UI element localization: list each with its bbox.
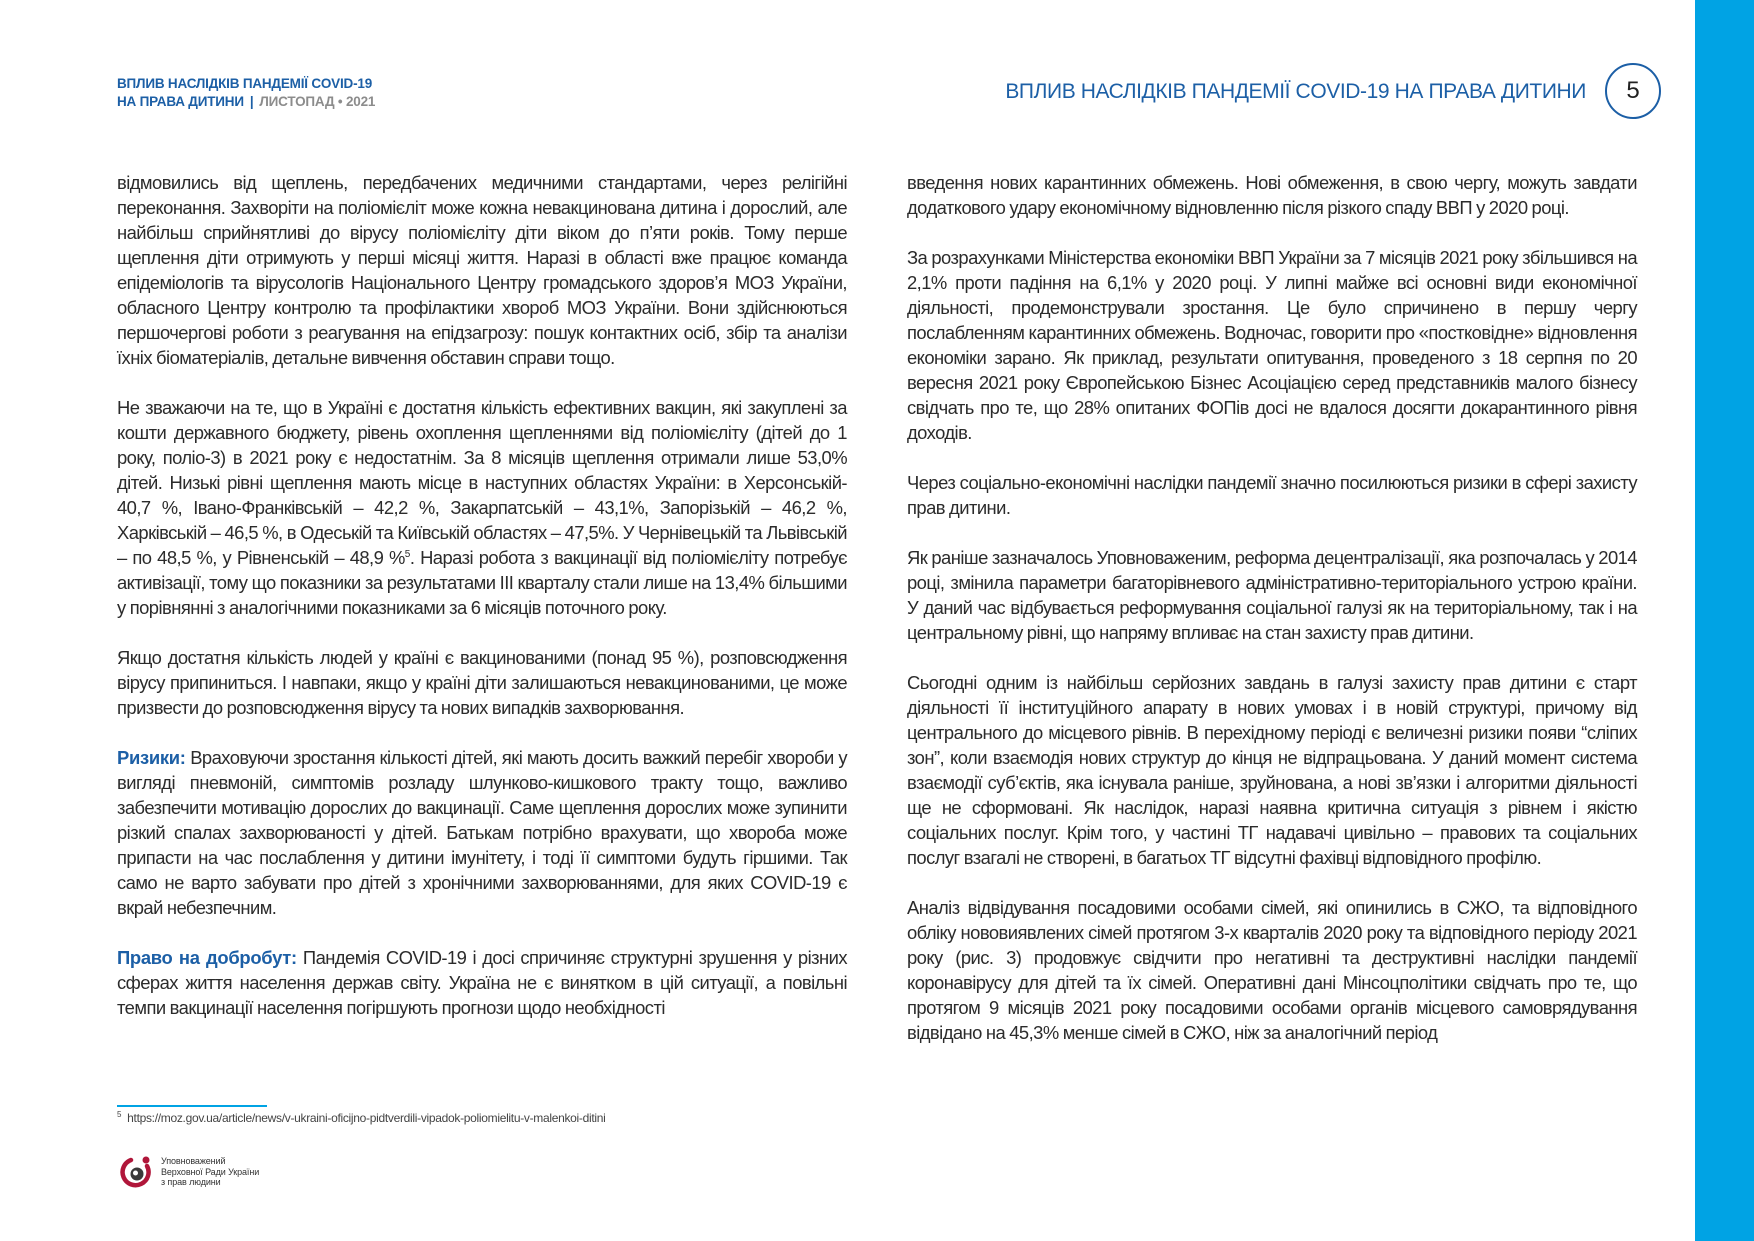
running-header-right: ВПЛИВ НАСЛІДКІВ ПАНДЕМІЇ COVID-19 НА ПРАВА ДИТИНИ: [1005, 80, 1586, 103]
paragraph: Сьогодні одним із найбільш серйозних завдань в галузі захисту прав дитини є старт діяльності її інституційного апарату в нових умовах і в новій структурі, причому від центрального до місцевого рівнів. В перехідному періоді є величезні ризики появи “сліпих зон”, коли взаємодія нових структур до кінця не відпрацьована. У даний момент система взаємодії суб’єктів, яка існувала раніше, зруйнована, а нові зв’язки і алгоритми діяльності ще не сформовані. Як наслідок, наразі наявна критична ситуація з рівнем і якістю соціальних послуг. Крім того, у частині ТГ надавачі цивільно – правових та соціальних послуг взагалі не створені, в багатьох ТГ відсутні фахівці відповідного профілю.: [907, 672, 1637, 868]
logo-caption: [161, 1156, 259, 1188]
ombudsman-logo-icon: [119, 1154, 155, 1190]
logo-line2: Верховної Ради України: [161, 1166, 260, 1177]
paragraph: Якщо достатня кількість людей у країні є вакцинованими (понад 95 %), розповсюдження вірусу припиниться. І навпаки, якщо у країні діти залишаються невакцинованими, це може призвести до розповсюдження вірусу та нових випадків захворювання.: [117, 647, 847, 718]
footnote-reference[interactable]: 5: [404, 548, 410, 560]
header-date: ЛИСТОПАД • 2021: [259, 94, 376, 109]
header-title-line1: ВПЛИВ НАСЛІДКІВ ПАНДЕМІЇ COVID-19: [117, 76, 372, 91]
paragraph: введення нових карантинних обмежень. Нові обмеження, в свою чергу, можуть завдати додаткового удару економічному відновленню після різкого спаду ВВП у 2020 році.: [907, 172, 1637, 218]
logo-line3: з прав людини: [161, 1177, 221, 1188]
paragraph: [117, 395, 847, 620]
logo-line1: Уповноважений: [161, 1156, 226, 1167]
paragraph: [117, 945, 847, 1020]
section-lead-welfare: Право на добробут:: [117, 947, 297, 968]
right-column: [907, 170, 1637, 1070]
running-header-left: [117, 75, 375, 111]
left-column: [117, 170, 847, 1045]
footnote: [117, 1110, 606, 1125]
paragraph: відмовились від щеплень, передбачених медичними стандартами, через релігійні переконання. Захворіти на поліомієліт може кожна невакцинована дитина і дорослий, але найбільш сприйнятливі до вірусу поліомієліту діти віком до п’яти років. Тому перше щеплення діти отримують у перші місяці життя. Наразі в області вже працює команда епідеміологів та вірусологів Національного Центру громадського здоров’я МОЗ України, обласного Центру контролю та профілактики хвороб МОЗ України. Вони здійснюються першочергові роботи з реагування на епідзагрозу: пошук контактних осіб, збір та аналізи їхніх біоматеріалів, детальне вивчення обставин справи тощо.: [117, 172, 847, 368]
section-lead-risks: Ризики:: [117, 747, 186, 768]
paragraph: [117, 745, 847, 920]
footnote-number: 5: [117, 1110, 122, 1119]
ombudsman-logo: [119, 1154, 259, 1190]
footnote-divider: [117, 1105, 267, 1107]
paragraph-text: Пандемія COVID-19 і досі спричиняє структурні зрушення у різних сферах життя населення держав світу. Україна не є винятком в цій ситуації, а повільні темпи вакцинації населення погіршують прогнози щодо необхідності: [117, 947, 847, 1018]
paragraph-text: Враховуючи зростання кількості дітей, які мають досить важкий перебіг хвороби у вигляді пневмоній, симптомів розладу шлунково-кишкового тракту тощо, важливо забезпечити мотивацію дорослих до вакцинації. Саме щеплення дорослих може зупинити різкий спалах захворюваності у дітей. Батькам потрібно врахувати, що хвороба може припасти на час послаблення у дитини імунітету, і тоді її симптоми будуть гіршими. Так само не варто забувати про дітей з хронічними захворюваннями, для яких COVID-19 є вкрай небезпечним.: [117, 747, 847, 918]
header-title-line2: НА ПРАВА ДИТИНИ: [117, 94, 244, 109]
paragraph: Через соціально-економічні наслідки пандемії значно посилюються ризики в сфері захисту прав дитини.: [907, 472, 1637, 518]
paragraph-text: . Наразі робота з вакцинації від поліомієліту потребує активізації, тому що показники за результатами III кварталу стали лише на 13,4% більшими у порівнянні з аналогічними показниками за 6 місяців поточного року.: [117, 547, 847, 618]
paragraph-text: Не зважаючи на те, що в Україні є достатня кількість ефективних вакцин, які закуплені за кошти державного бюджету, рівень охоплення щепленнями від поліомієліту (дітей до 1 року, поліо-3) в 2021 року є недостатнім. За 8 місяців щеплення отримали лише 53,0% дітей. Низькі рівні щеплення мають місце в наступних областях України: в Херсонській- 40,7 %, Івано-Франківській – 42,2 %, Закарпатській – 43,1%, Запорізькій – 46,2 %, Харківській – 46,5 %, в Одеській та Київській областях – 47,5%. У Чернівецькій та Львівській – по 48,5 %, у Рівненській – 48,9 %: [117, 397, 847, 568]
footnote-link[interactable]: https://moz.gov.ua/article/news/v-ukraini-oficijno-pidtverdili-vipadok-poliomielitu-v-malenkoi-ditini: [127, 1111, 606, 1125]
header-separator: |: [249, 94, 254, 109]
page-number: 5: [1605, 63, 1661, 119]
paragraph: Аналіз відвідування посадовими особами сімей, які опинились в СЖО, та відповідного обліку нововиявлених сімей протягом 3-х кварталів 2020 року та відповідного періоду 2021 року (рис. 3) продовжує свідчити про негативні та деструктивні наслідки пандемії коронавірусу для дітей та їх сімей. Оперативні дані Мінсоцполітики свідчать про те, що протягом 9 місяців 2021 року посадовими особами органів місцевого самоврядування відвідано на 45,3% менше сімей в СЖО, ніж за аналогічний період: [907, 897, 1637, 1043]
paragraph: За розрахунками Міністерства економіки ВВП України за 7 місяців 2021 року збільшився на 2,1% проти падіння на 6,1% у 2020 році. У липні майже всі основні види економічної діяльності, продемонстрували зростання. Це було спричинено в першу чергу послабленням карантинних обмежень. Водночас, говорити про «постковідне» відновлення економіки зарано. Як приклад, результати опитування, проведеного з 18 серпня по 20 вересня 2021 року Європейською Бізнес Асоціацією серед представників малого бізнесу свідчать про те, що 28% опитаних ФОПів досі не вдалося досягти докарантинного рівня доходів.: [907, 247, 1637, 443]
paragraph: Як раніше зазначалось Уповноваженим, реформа децентралізації, яка розпочалась у 2014 році, змінила параметри багаторівневого адміністративно-територіального устрою країни. У даний час відбувається реформування соціальної галузі як на територіальному, так і на центральному рівні, що напряму впливає на стан захисту прав дитини.: [907, 547, 1637, 643]
side-accent-bar: [1695, 0, 1754, 1241]
